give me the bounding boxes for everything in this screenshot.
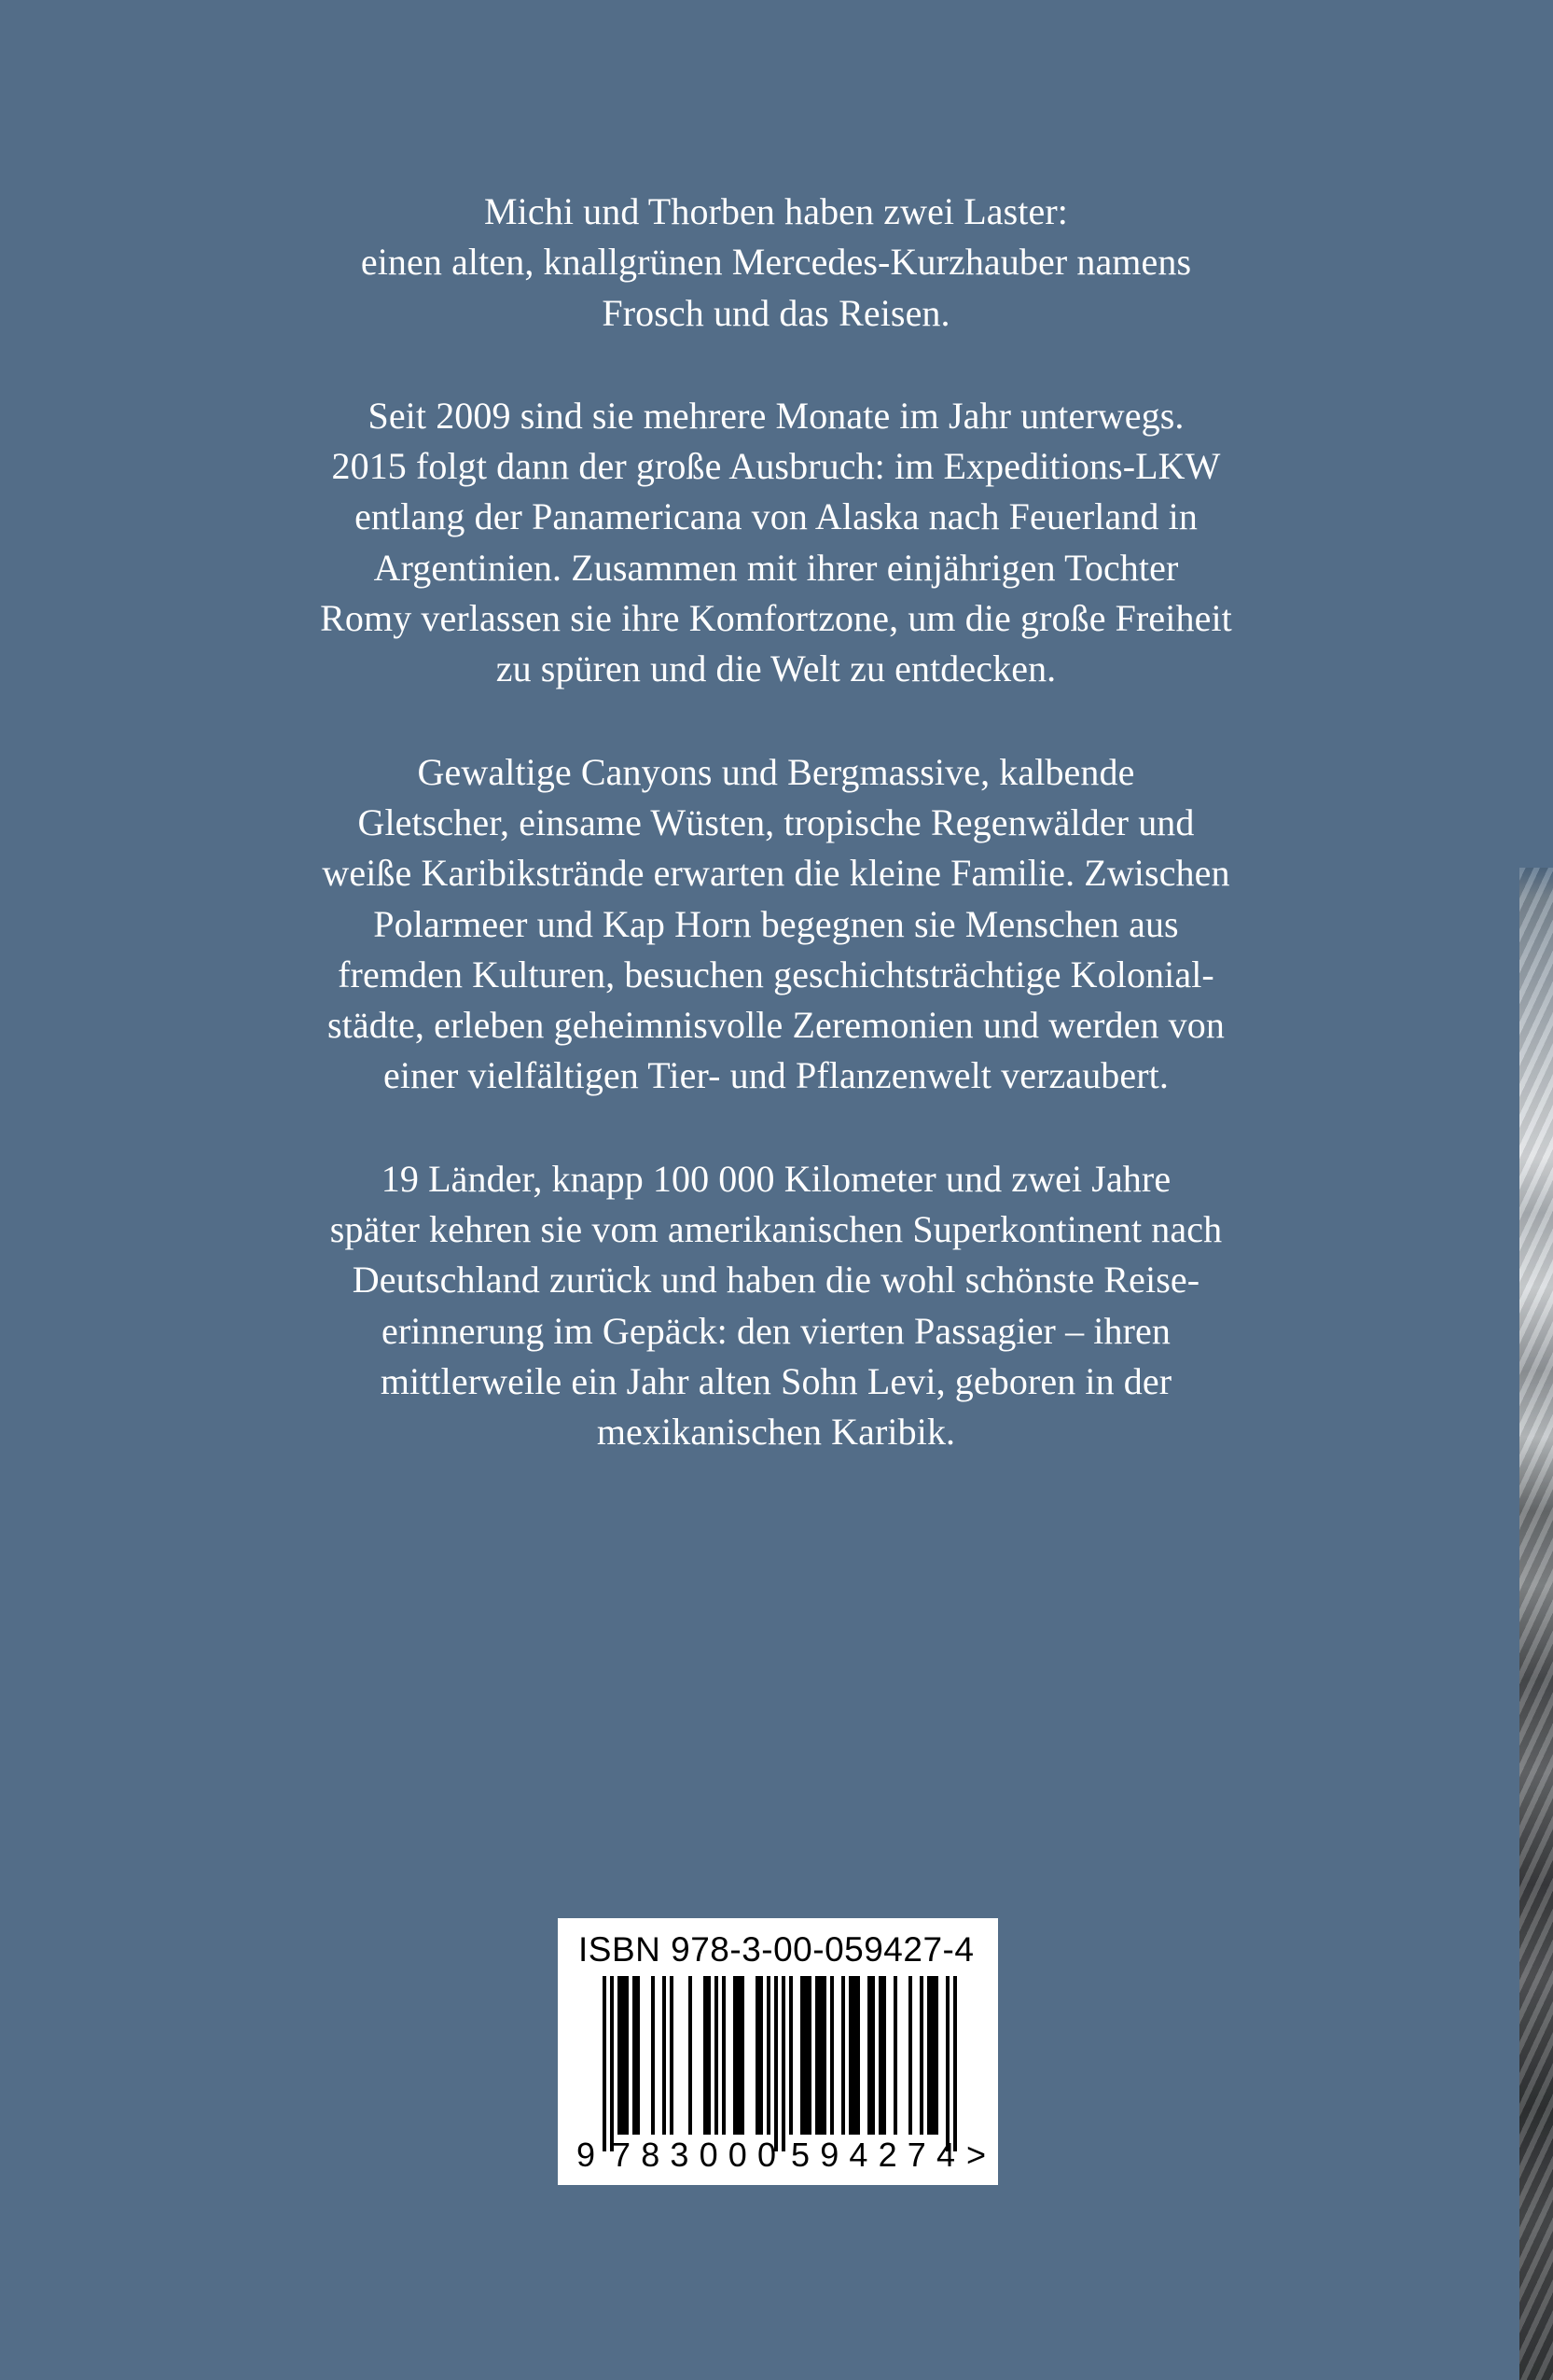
ean-left-group: 783000: [612, 2136, 776, 2174]
text-line: Polarmeer und Kap Horn begegnen sie Menschen aus: [373, 902, 1179, 945]
barcode-bar: [867, 1976, 875, 2135]
barcode-bar: [703, 1976, 711, 2135]
isbn-barcode: [558, 1918, 998, 2185]
barcode-bar: [767, 1976, 770, 2135]
paragraph-landscapes: [244, 747, 1308, 1102]
text-line: 19 Länder, knapp 100 000 Kilometer und zwei Jahre: [381, 1157, 1172, 1200]
barcode-bar: [800, 1976, 811, 2135]
text-line: weiße Karibikstrände erwarten die kleine Familie. Zwischen: [322, 852, 1230, 895]
text-line: mittlerweile ein Jahr alten Sohn Levi, geboren in der: [380, 1359, 1172, 1402]
paragraph-return: [244, 1154, 1308, 1458]
barcode-bar: [830, 1976, 834, 2135]
barcode-bar: [722, 1976, 726, 2135]
barcode-bar: [908, 1976, 912, 2135]
text-line: einer vielfältigen Tier- und Pflanzenwelt verzaubert.: [383, 1054, 1169, 1097]
text-line: Deutschland zurück und haben die wohl schönste Reise-: [352, 1259, 1200, 1301]
barcode-bar: [662, 1976, 666, 2135]
barcode-bar: [603, 1976, 606, 2151]
barcode-bar: [782, 1976, 785, 2151]
barcode-bar: [632, 1976, 640, 2135]
barcode-bar: [815, 1976, 826, 2135]
barcode-bar: [789, 1976, 793, 2135]
barcode-bar: [774, 1976, 778, 2151]
text-line: einen alten, knallgrünen Mercedes-Kurzhauber namens: [360, 241, 1192, 284]
ean-end-marker: >: [966, 2136, 987, 2174]
text-line: erinnerung im Gepäck: den vierten Passagier – ihren: [381, 1309, 1171, 1352]
barcode-bar: [841, 1976, 845, 2135]
barcode-bar: [610, 1976, 614, 2151]
barcode-bar: [849, 1976, 860, 2135]
text-line: fremden Kulturen, besuchen geschichtsträchtige Kolonial-: [338, 953, 1214, 995]
barcode-bar: [733, 1976, 744, 2135]
text-line: zu spüren und die Welt zu entdecken.: [495, 647, 1057, 690]
isbn-label: ISBN 978-3-00-059427-4: [578, 1930, 975, 1969]
barcode-graphic: [558, 1918, 998, 2185]
barcode-bar: [920, 1976, 923, 2135]
barcode-bar: [953, 1976, 957, 2151]
text-line: Seit 2009 sind sie mehrere Monate im Jahr unterwegs.: [367, 394, 1185, 437]
text-line: Argentinien. Zusammen mit ihrer einjährigen Tochter: [373, 546, 1179, 589]
text-line: 2015 folgt dann der große Ausbruch: im Expeditions-LKW: [331, 445, 1221, 488]
text-line: Gewaltige Canyons und Bergmassive, kalbende: [417, 750, 1135, 793]
barcode-bars: [603, 1976, 957, 2151]
text-line: Gletscher, einsame Wüsten, tropische Regenwälder und: [357, 800, 1195, 843]
barcode-bar: [879, 1976, 886, 2135]
ean-first-digit: 9: [576, 2136, 596, 2174]
text-line: Frosch und das Reisen.: [602, 291, 950, 334]
text-line: Romy verlassen sie ihre Komfortzone, um die große Freiheit: [320, 597, 1232, 640]
text-line: städte, erleben geheimnisvolle Zeremonien und werden von: [327, 1004, 1225, 1047]
barcode-bar: [927, 1976, 938, 2135]
cover-photo-edge: [1519, 0, 1553, 2380]
text-line: später kehren sie vom amerikanischen Superkontinent nach: [329, 1208, 1223, 1251]
blurb-text: [244, 187, 1308, 1510]
text-line: Michi und Thorben haben zwei Laster:: [483, 190, 1068, 232]
ean-digits: [576, 2136, 986, 2174]
barcode-bar: [946, 1976, 950, 2151]
barcode-bar: [714, 1976, 718, 2135]
barcode-bar: [617, 1976, 629, 2135]
barcode-bar: [756, 1976, 763, 2135]
barcode-bar: [670, 1976, 673, 2135]
text-line: mexikanischen Karibik.: [596, 1411, 956, 1454]
barcode-bar: [651, 1976, 655, 2135]
barcode-bar: [894, 1976, 897, 2135]
ean-right-group: 594274: [791, 2136, 955, 2174]
paragraph-journey: [244, 391, 1308, 695]
text-line: entlang der Panamericana von Alaska nach Feuerland in: [354, 495, 1198, 538]
paragraph-intro: [244, 187, 1308, 339]
barcode-bar: [688, 1976, 692, 2135]
